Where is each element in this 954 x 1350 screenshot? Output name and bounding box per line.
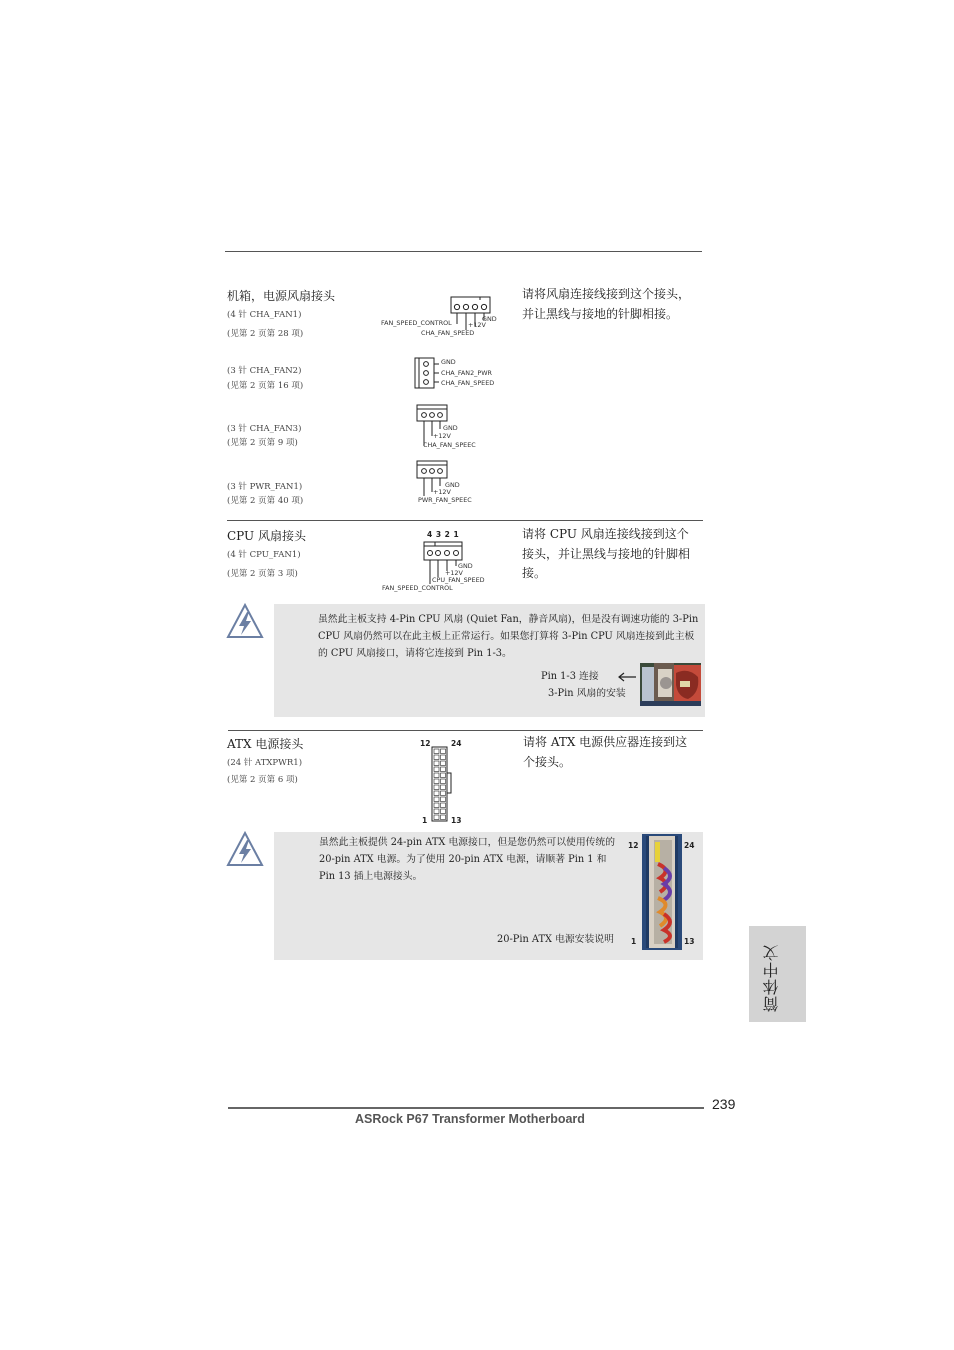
cha-fan2-pins: (3 针 CHA_FAN2) [227,366,302,376]
chassis-fan-pins: (4 针 CHA_FAN1) [227,310,302,320]
cha-fan1-speed-label: CHA_FAN_SPEED [421,329,475,337]
atx-pin [441,767,446,772]
cpu-note-caption2: 3-Pin 风扇的安装 [548,688,626,699]
cha-fan3-12v-label: +12V [433,432,451,440]
atx-pin [441,773,446,778]
cha-fan3-pins: (3 针 CHA_FAN3) [227,424,302,434]
atx-photo-pin-13: 13 [684,937,695,946]
cpu-fan-pin-numbers: 4 3 2 1 [427,530,460,539]
atx-pin-24-label: 24 [451,739,462,748]
cha-fan2-gnd-label: GND [441,358,456,366]
atx-pin [441,749,446,754]
atx-note-caption: 20-Pin ATX 电源安装说明 [497,934,614,945]
atx-pin [434,761,439,766]
atx-install-photo [642,834,682,950]
warning-icon [225,602,265,640]
pwr-fan1-gnd-label: GND [445,481,460,489]
chassis-fan-title: 机箱，电源风扇接头 [227,289,336,303]
cpu-note-caption1: Pin 1-3 连接 [541,671,599,682]
atx-pin [434,785,439,790]
chassis-fan-ref: (见第 2 页第 28 项) [227,329,304,339]
cpu-fan-desc: 请将 CPU 风扇连接线接到这个接头，并让黑线与接地的针脚相接。 [522,527,691,580]
pwr-fan1-pins: (3 针 PWR_FAN1) [227,482,303,492]
atx-photo-pin-1: 1 [631,937,637,946]
atx-pin [441,815,446,820]
atx-section-rule [228,730,703,731]
atx-desc: 请将 ATX 电源供应器连接到这个接头。 [523,735,688,769]
atx-title: ATX 电源接头 [227,737,304,751]
footer-brand: ASRock P67 Transformer Motherboard [355,1112,585,1126]
top-rule [225,251,702,252]
atx-pin [434,797,439,802]
atx-ref: (见第 2 页第 6 项) [227,775,298,785]
atx-pin [441,809,446,814]
cpu-fan-gnd-label: GND [458,562,473,570]
cha-fan3-gnd-label: GND [443,424,458,432]
atx-pin-1-label: 1 [422,816,428,825]
cpu-fan-pins: (4 针 CPU_FAN1) [227,550,301,560]
atx-pin [441,797,446,802]
cha-fan2-ref: (见第 2 页第 16 项) [227,381,304,391]
language-side-tab-label: 简体中文 [762,944,781,1012]
atx-pin [441,755,446,760]
pwr-fan1-speed-label: PWR_FAN_SPEEC [418,496,472,504]
atx-pin [434,791,439,796]
pwr-fan1-ref: (见第 2 页第 40 项) [227,496,304,506]
atx-pin [434,779,439,784]
atx-photo-pin-24: 24 [684,841,695,850]
atx-pin [434,755,439,760]
atx-pin [434,809,439,814]
cha-fan1-fsc-label: FAN_SPEED_CONTROL [381,319,452,327]
cpu-note-text: 虽然此主板支持 4-Pin CPU 风扇 (Quiet Fan，静音风扇)，但是没有调速功能的 3-Pin CPU 风扇仍然可以在此主板上正常运行。如果您打算将 3-Pin CPU 风扇连接到此主板的 CPU 风扇接口，请将它连接到 Pin 1-3。 [318,614,699,659]
atx-pin-13-label: 13 [451,816,462,825]
cpu-fan-fsc-label: FAN_SPEED_CONTROL [382,584,453,592]
atx-connector-diagram [431,746,453,824]
pwr-fan1-12v-label: +12V [433,488,451,496]
chassis-fan-desc: 请将风扇连接线接到这个接头，并让黑线与接地的针脚相接。 [522,287,691,321]
cha-fan3-ref: (见第 2 页第 9 项) [227,438,298,448]
atx-pin-12-label: 12 [420,739,431,748]
atx-pin [441,803,446,808]
cpu-fan-ref: (见第 2 页第 3 项) [227,569,298,579]
atx-pin [434,803,439,808]
atx-pin [441,791,446,796]
atx-pin [441,779,446,784]
atx-pin [434,815,439,820]
cha-fan3-speed-label: CHA_FAN_SPEEC [423,441,476,449]
atx-pin [434,767,439,772]
page-number: 239 [712,1096,736,1112]
cha-fan2-speed-label: CHA_FAN_SPEED [441,379,495,387]
atx-photo-pin-12: 12 [628,841,639,850]
warning-icon-2 [225,830,265,868]
atx-note-text: 虽然此主板提供 24-pin ATX 电源接口，但是您仍然可以使用传统的 20-pin ATX 电源。为了使用 20-pin ATX 电源，请顺著 Pin 1 和 Pin 13 插上电源接头。 [319,837,616,882]
cha-fan2-pwr-label: CHA_FAN2_PWR [441,369,492,377]
footer-rule [228,1107,704,1109]
arrow-left-icon [617,672,637,682]
atx-pin [434,749,439,754]
atx-pin [441,761,446,766]
cpu-fan-install-photo [640,663,701,706]
atx-pin [441,785,446,790]
atx-pin [434,773,439,778]
cha-fan2-connector-diagram [414,357,440,389]
atx-pins: (24 针 ATXPWR1) [227,758,303,768]
cha-fan1-gnd-label: GND [482,315,497,323]
cpu-fan-12v-label: +12V [445,569,463,577]
cpu-fan-speed-label: CPU_FAN_SPEED [432,576,485,584]
cha-fan1-12v-label: +12V [468,321,486,329]
cpu-section-rule [227,520,703,521]
cpu-fan-title: CPU 风扇接头 [227,529,306,543]
